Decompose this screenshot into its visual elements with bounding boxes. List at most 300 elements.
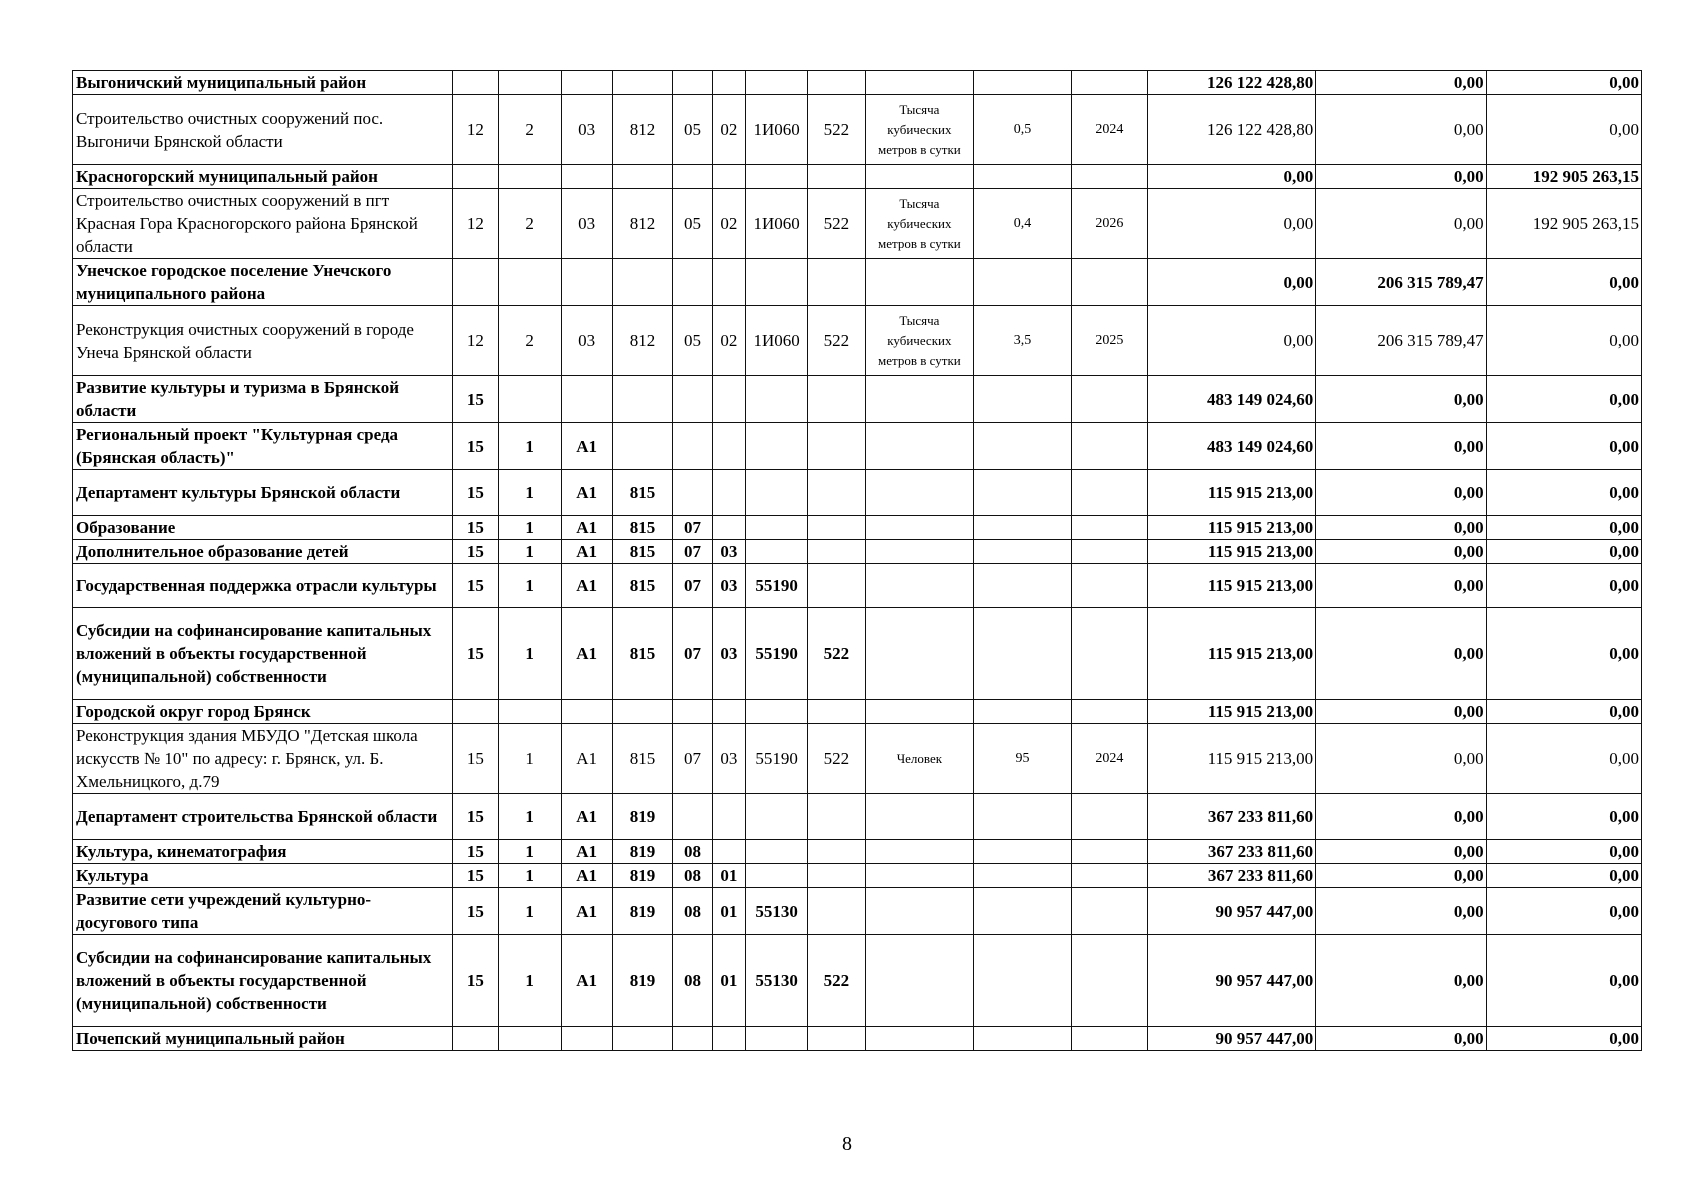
table-row [73,1027,1642,1051]
cell-c6: 02 [712,95,746,165]
cell-sum3: 0,00 [1486,608,1641,700]
cell-c7 [746,470,808,516]
cell-c8 [808,1027,866,1051]
cell-name: Реконструкция здания МБУДО "Детская школа искусств № 10" по адресу: г. Брянск, ул. Б. Хмельницкого, д.79 [73,724,453,794]
cell-capacity [974,376,1072,423]
cell-c5: 08 [673,840,712,864]
table-row [73,189,1642,259]
cell-c7 [746,71,808,95]
cell-year [1071,608,1147,700]
cell-c7: 1И060 [746,95,808,165]
table-row [73,376,1642,423]
cell-c2: 2 [498,306,561,376]
cell-c1 [453,1027,499,1051]
cell-sum3: 0,00 [1486,888,1641,935]
cell-c3: А1 [561,608,612,700]
cell-c3: А1 [561,840,612,864]
page-number: 8 [842,1133,852,1155]
cell-c6 [712,423,746,470]
cell-name: Субсидии на софинансирование капитальных вложений в объекты государственной (муниципальной) собственности [73,608,453,700]
cell-unit [865,1027,974,1051]
cell-c6: 01 [712,935,746,1027]
cell-capacity: 0,4 [974,189,1072,259]
cell-c1: 15 [453,888,499,935]
cell-c8: 522 [808,608,866,700]
cell-c8 [808,423,866,470]
cell-c1 [453,700,499,724]
cell-c1: 15 [453,470,499,516]
cell-c4 [612,376,673,423]
cell-c1: 15 [453,564,499,608]
cell-c4 [612,165,673,189]
cell-c2: 1 [498,540,561,564]
cell-c4: 819 [612,935,673,1027]
cell-c7 [746,423,808,470]
cell-c3: А1 [561,470,612,516]
cell-c1: 12 [453,306,499,376]
cell-c1: 12 [453,189,499,259]
cell-c7 [746,700,808,724]
cell-c3: А1 [561,864,612,888]
cell-c4: 812 [612,306,673,376]
cell-sum1: 0,00 [1147,189,1315,259]
cell-year [1071,376,1147,423]
cell-sum3: 0,00 [1486,1027,1641,1051]
cell-year [1071,540,1147,564]
cell-c6 [712,165,746,189]
cell-c2: 1 [498,470,561,516]
cell-sum2: 206 315 789,47 [1316,306,1486,376]
cell-sum1: 90 957 447,00 [1147,1027,1315,1051]
cell-c7 [746,864,808,888]
cell-unit [865,888,974,935]
cell-unit [865,376,974,423]
cell-c8 [808,564,866,608]
cell-sum1: 115 915 213,00 [1147,564,1315,608]
cell-capacity [974,1027,1072,1051]
cell-c4: 819 [612,888,673,935]
cell-c5 [673,794,712,840]
cell-c5 [673,376,712,423]
cell-sum1: 367 233 811,60 [1147,864,1315,888]
cell-c8: 522 [808,95,866,165]
cell-year [1071,1027,1147,1051]
table-row [73,470,1642,516]
cell-sum3: 0,00 [1486,935,1641,1027]
cell-sum3: 0,00 [1486,840,1641,864]
cell-c7 [746,516,808,540]
cell-name: Реконструкция очистных сооружений в городе Унеча Брянской области [73,306,453,376]
cell-c2: 1 [498,864,561,888]
table-row [73,306,1642,376]
cell-c7: 55190 [746,564,808,608]
cell-capacity [974,540,1072,564]
cell-c7 [746,540,808,564]
cell-sum1: 90 957 447,00 [1147,888,1315,935]
cell-c7: 1И060 [746,189,808,259]
cell-c4: 815 [612,608,673,700]
cell-name: Выгоничский муниципальный район [73,71,453,95]
cell-name: Развитие культуры и туризма в Брянской области [73,376,453,423]
cell-c6 [712,700,746,724]
cell-c1: 15 [453,724,499,794]
cell-year [1071,700,1147,724]
cell-sum2: 0,00 [1316,165,1486,189]
cell-capacity: 0,5 [974,95,1072,165]
cell-c1 [453,71,499,95]
cell-capacity [974,794,1072,840]
cell-name: Строительство очистных сооружений пос. Выгоничи Брянской области [73,95,453,165]
cell-c7: 55190 [746,724,808,794]
cell-c3 [561,376,612,423]
cell-c7: 55190 [746,608,808,700]
cell-sum2: 0,00 [1316,724,1486,794]
cell-sum2: 0,00 [1316,423,1486,470]
cell-unit [865,470,974,516]
cell-sum3: 0,00 [1486,794,1641,840]
cell-unit [865,165,974,189]
cell-c2: 1 [498,423,561,470]
cell-c2 [498,259,561,306]
cell-sum1: 115 915 213,00 [1147,516,1315,540]
cell-name: Государственная поддержка отрасли культуры [73,564,453,608]
cell-c8 [808,864,866,888]
cell-c3: А1 [561,935,612,1027]
cell-year [1071,935,1147,1027]
cell-unit [865,864,974,888]
table-row [73,564,1642,608]
cell-c2: 1 [498,935,561,1027]
cell-c5: 08 [673,864,712,888]
cell-c3: 03 [561,189,612,259]
cell-name: Культура, кинематография [73,840,453,864]
cell-c4 [612,700,673,724]
cell-unit [865,423,974,470]
cell-c5: 07 [673,724,712,794]
cell-unit: Тысяча кубических метров в сутки [865,95,974,165]
cell-sum3: 0,00 [1486,376,1641,423]
cell-c4 [612,259,673,306]
table-row [73,724,1642,794]
cell-sum3: 0,00 [1486,470,1641,516]
cell-unit [865,540,974,564]
cell-sum1: 367 233 811,60 [1147,794,1315,840]
cell-sum3: 0,00 [1486,306,1641,376]
cell-name: Строительство очистных сооружений в пгт Красная Гора Красногорского района Брянской области [73,189,453,259]
cell-unit [865,516,974,540]
cell-year [1071,470,1147,516]
cell-name: Образование [73,516,453,540]
cell-c7: 55130 [746,888,808,935]
cell-c8 [808,259,866,306]
cell-year [1071,564,1147,608]
table-row [73,794,1642,840]
cell-c4: 815 [612,724,673,794]
cell-capacity [974,888,1072,935]
cell-capacity: 95 [974,724,1072,794]
cell-c8 [808,516,866,540]
cell-unit [865,794,974,840]
cell-c1: 15 [453,794,499,840]
cell-c2: 1 [498,516,561,540]
cell-c8: 522 [808,724,866,794]
cell-c1: 15 [453,840,499,864]
cell-sum1: 126 122 428,80 [1147,95,1315,165]
cell-sum3: 0,00 [1486,71,1641,95]
table-row [73,540,1642,564]
cell-c5 [673,71,712,95]
cell-c1: 15 [453,935,499,1027]
cell-unit: Тысяча кубических метров в сутки [865,189,974,259]
cell-sum1: 115 915 213,00 [1147,470,1315,516]
cell-c3 [561,700,612,724]
cell-c3 [561,1027,612,1051]
cell-c6 [712,376,746,423]
cell-sum1: 90 957 447,00 [1147,935,1315,1027]
cell-name: Культура [73,864,453,888]
cell-c8 [808,540,866,564]
cell-c2: 2 [498,189,561,259]
cell-c6 [712,71,746,95]
cell-c6: 03 [712,724,746,794]
cell-c7: 55130 [746,935,808,1027]
cell-year: 2024 [1071,95,1147,165]
cell-name: Дополнительное образование детей [73,540,453,564]
table-row [73,840,1642,864]
cell-capacity [974,864,1072,888]
cell-name: Субсидии на софинансирование капитальных вложений в объекты государственной (муниципальной) собственности [73,935,453,1027]
cell-name: Красногорский муниципальный район [73,165,453,189]
cell-c3: А1 [561,423,612,470]
cell-c7 [746,259,808,306]
cell-unit [865,840,974,864]
cell-sum2: 0,00 [1316,564,1486,608]
cell-name: Развитие сети учреждений культурно-досугового типа [73,888,453,935]
cell-unit [865,259,974,306]
cell-year [1071,864,1147,888]
cell-sum2: 0,00 [1316,189,1486,259]
cell-capacity [974,516,1072,540]
cell-c2: 2 [498,95,561,165]
cell-c3 [561,259,612,306]
cell-sum1: 483 149 024,60 [1147,423,1315,470]
cell-c6: 02 [712,306,746,376]
cell-c8 [808,71,866,95]
cell-sum2: 0,00 [1316,935,1486,1027]
cell-c4 [612,71,673,95]
cell-c6: 03 [712,608,746,700]
cell-c4: 819 [612,864,673,888]
cell-c8 [808,376,866,423]
table-row [73,423,1642,470]
table-row [73,608,1642,700]
cell-c7 [746,794,808,840]
table-row [73,95,1642,165]
cell-year: 2025 [1071,306,1147,376]
cell-capacity [974,564,1072,608]
cell-c3: А1 [561,564,612,608]
cell-c5 [673,259,712,306]
cell-c6: 03 [712,564,746,608]
cell-capacity [974,608,1072,700]
cell-c2: 1 [498,888,561,935]
cell-c7 [746,376,808,423]
cell-year [1071,71,1147,95]
cell-sum2: 0,00 [1316,840,1486,864]
cell-c1: 15 [453,376,499,423]
cell-unit [865,71,974,95]
cell-c8 [808,470,866,516]
cell-c5: 08 [673,888,712,935]
cell-c4 [612,423,673,470]
cell-sum2: 0,00 [1316,608,1486,700]
cell-year [1071,423,1147,470]
cell-c6 [712,794,746,840]
cell-c4: 812 [612,95,673,165]
cell-c3 [561,165,612,189]
cell-c3: А1 [561,724,612,794]
cell-sum2: 0,00 [1316,376,1486,423]
cell-sum3: 0,00 [1486,259,1641,306]
cell-c3 [561,71,612,95]
table-row [73,71,1642,95]
cell-sum3: 0,00 [1486,724,1641,794]
cell-sum3: 192 905 263,15 [1486,189,1641,259]
cell-c8 [808,888,866,935]
cell-c2 [498,376,561,423]
cell-c5 [673,423,712,470]
cell-c8 [808,700,866,724]
cell-sum2: 0,00 [1316,71,1486,95]
cell-sum3: 0,00 [1486,864,1641,888]
cell-c7 [746,1027,808,1051]
cell-c5: 08 [673,935,712,1027]
table-row [73,700,1642,724]
cell-name: Департамент культуры Брянской области [73,470,453,516]
cell-c1: 15 [453,864,499,888]
cell-name: Региональный проект "Культурная среда (Брянская область)" [73,423,453,470]
cell-sum1: 115 915 213,00 [1147,700,1315,724]
cell-c5: 07 [673,564,712,608]
cell-sum2: 206 315 789,47 [1316,259,1486,306]
cell-year [1071,794,1147,840]
cell-c6 [712,1027,746,1051]
cell-unit [865,935,974,1027]
cell-sum1: 115 915 213,00 [1147,540,1315,564]
cell-sum1: 115 915 213,00 [1147,724,1315,794]
cell-sum2: 0,00 [1316,794,1486,840]
cell-unit: Человек [865,724,974,794]
cell-c5: 05 [673,189,712,259]
cell-unit [865,564,974,608]
cell-c5: 05 [673,306,712,376]
cell-c2: 1 [498,724,561,794]
cell-c5: 07 [673,608,712,700]
cell-sum2: 0,00 [1316,95,1486,165]
cell-sum1: 0,00 [1147,306,1315,376]
budget-table [72,70,1642,1051]
cell-year: 2024 [1071,724,1147,794]
cell-c8 [808,840,866,864]
cell-sum2: 0,00 [1316,540,1486,564]
cell-c5: 05 [673,95,712,165]
cell-c8: 522 [808,189,866,259]
cell-c7: 1И060 [746,306,808,376]
cell-c5: 07 [673,540,712,564]
cell-c1: 15 [453,540,499,564]
cell-c6 [712,516,746,540]
cell-sum1: 115 915 213,00 [1147,608,1315,700]
cell-c8: 522 [808,306,866,376]
cell-sum3: 0,00 [1486,95,1641,165]
cell-c3: А1 [561,888,612,935]
cell-sum2: 0,00 [1316,516,1486,540]
cell-c5: 07 [673,516,712,540]
cell-c2: 1 [498,564,561,608]
cell-capacity [974,840,1072,864]
cell-c8 [808,794,866,840]
cell-sum3: 0,00 [1486,540,1641,564]
cell-sum2: 0,00 [1316,700,1486,724]
cell-c4: 815 [612,540,673,564]
cell-year [1071,259,1147,306]
cell-c1 [453,165,499,189]
cell-c1: 15 [453,608,499,700]
cell-c4 [612,1027,673,1051]
cell-c2 [498,165,561,189]
cell-name: Почепский муниципальный район [73,1027,453,1051]
table-row [73,888,1642,935]
table-row [73,935,1642,1027]
cell-unit: Тысяча кубических метров в сутки [865,306,974,376]
cell-sum2: 0,00 [1316,888,1486,935]
cell-year [1071,840,1147,864]
cell-c1: 12 [453,95,499,165]
table-row [73,259,1642,306]
cell-c4: 815 [612,470,673,516]
cell-c2: 1 [498,794,561,840]
cell-c6: 01 [712,864,746,888]
cell-c5 [673,470,712,516]
cell-c3: 03 [561,95,612,165]
cell-sum3: 192 905 263,15 [1486,165,1641,189]
cell-name: Унечское городское поселение Унечского муниципального района [73,259,453,306]
cell-c7 [746,840,808,864]
cell-capacity [974,470,1072,516]
cell-year [1071,888,1147,935]
cell-c4: 819 [612,794,673,840]
table-body [73,71,1642,1051]
cell-year: 2026 [1071,189,1147,259]
cell-c4: 815 [612,516,673,540]
cell-sum2: 0,00 [1316,864,1486,888]
cell-c1: 15 [453,516,499,540]
cell-sum3: 0,00 [1486,564,1641,608]
cell-c5 [673,1027,712,1051]
cell-sum1: 126 122 428,80 [1147,71,1315,95]
cell-sum3: 0,00 [1486,516,1641,540]
cell-c2: 1 [498,608,561,700]
cell-c5 [673,700,712,724]
cell-sum1: 0,00 [1147,165,1315,189]
cell-c2: 1 [498,840,561,864]
cell-sum3: 0,00 [1486,423,1641,470]
cell-c6: 03 [712,540,746,564]
cell-capacity [974,165,1072,189]
cell-c2 [498,700,561,724]
cell-c3: 03 [561,306,612,376]
cell-year [1071,516,1147,540]
